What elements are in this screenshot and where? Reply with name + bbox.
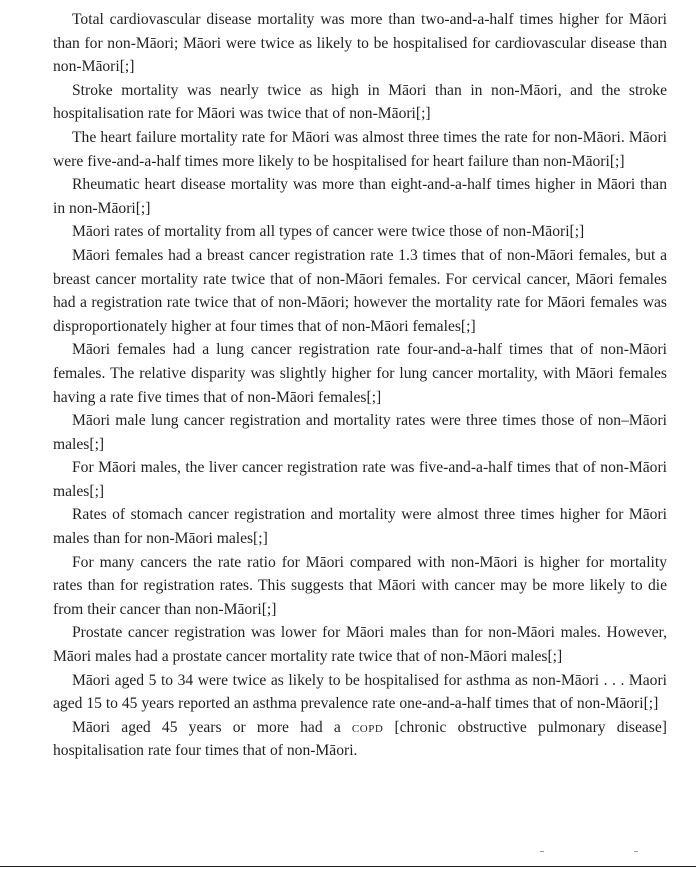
copd-text-after: [chronic obstructive pulmonary disease] hospitalisation rate four times that of non-Māori. [53,718,667,760]
paragraph-lung-male: Māori male lung cancer registration and mortality rates were three times those of non–Māori males[;] [53,412,667,453]
paragraph-stomach: Rates of stomach cancer registration and mortality were almost three times higher for Māori males than for non-Māori males[;] [53,506,667,548]
paragraph-prostate: Prostate cancer registration was lower for Māori males than for non-Māori males. However, Māori males had a prostate cancer mortality rate twice that of non-Māori males[;] [53,624,667,666]
paragraph-breast-cervical: Māori females had a breast cancer registration rate 1.3 times that of non-Māori females, but a breast cancer mortality rate twice that of non-Māori females. For cervical cancer, Māori females had a registration rate twice that of non-Māori; however the mortality rate for Māori females was disproportionately higher at four times that of non-Māori females[;] [53,246,667,335]
paragraph-cardiovascular: Total cardiovascular disease mortality was more than two-and-a-half times higher for Māori than for non-Māori; Māori were twice as likely to be hospitalised for cardiovascular disease than non-Māori[;] [53,11,667,76]
paragraph-rate-ratio: For many cancers the rate ratio for Māori compared with non-Māori is higher for mortality rates than for registration rates. This suggests that Māori with cancer may be more likely to die from their cancer than non-Māori[;] [53,553,667,618]
document-body [53,8,667,763]
paragraph-cancer-overall: Māori rates of mortality from all types of cancer were twice those of non-Māori[;] [72,223,585,241]
paragraph-asthma: Māori aged 5 to 34 were twice as likely to be hospitalised for asthma as non-Māori . . . Maori aged 15 to 45 years reported an asthma prevalence rate one-and-a-half times that of non-Māori[;] [53,671,667,713]
paragraph-liver: For Māori males, the liver cancer registration rate was five-and-a-half times that of non-Māori males[;] [53,459,667,500]
paragraph-stroke: Stroke mortality was nearly twice as high in Māori than in non-Māori, and the stroke hospitalisation rate for Māori was twice that of non-Māori[;] [53,81,667,123]
copd-abbreviation: copd [351,718,384,736]
paragraph-rheumatic: Rheumatic heart disease mortality was more than eight-and-a-half times higher in Māori than in non-Māori[;] [53,176,667,217]
paragraph-lung-female: Māori females had a lung cancer registration rate four-and-a-half times that of non-Māori females. The relative disparity was slightly higher for lung cancer mortality, with Māori females having a rate five times that of non-Māori females[;] [53,341,667,406]
scan-artifact [634,851,638,852]
page-bottom-rule [0,866,696,867]
paragraph-copd [53,716,667,763]
scan-artifact [540,851,544,852]
paragraph-heart-failure: The heart failure mortality rate for Māori was almost three times the rate for non-Māori. Māori were five-and-a-half times more likely to be hospitalised for heart failure than non-Māori[;] [53,128,667,170]
copd-text-before: Māori aged 45 years or more had a [72,718,352,736]
